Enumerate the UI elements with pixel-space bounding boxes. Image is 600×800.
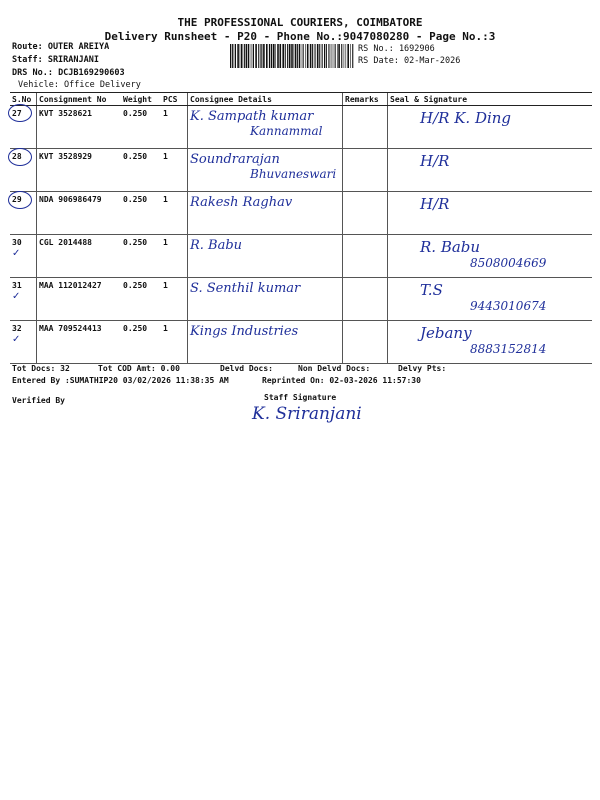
row-consignment: NDA 906986479: [37, 192, 122, 235]
row-remarks: [343, 235, 388, 278]
delivered-docs: Delvd Docs:: [220, 364, 273, 373]
verified-by: Verified By: [12, 396, 65, 405]
row-sno: 32: [10, 321, 37, 364]
row-signature: [388, 192, 593, 235]
rs-number: RS No.: 1692906: [358, 44, 435, 54]
table-header-row: [10, 93, 592, 106]
row-consignee: [188, 321, 343, 364]
signature-phone: 9443010674: [470, 299, 547, 313]
col-pcs: PCS: [161, 93, 188, 106]
runsheet-subtitle: Delivery Runsheet - P20 - Phone No.:9047080280 - Page No.:3: [104, 30, 496, 43]
row-consignee: [188, 192, 343, 235]
table-row: [10, 192, 592, 235]
row-consignment: MAA 112012427: [37, 278, 122, 321]
col-remarks: Remarks: [343, 93, 388, 106]
row-consignment: KVT 3528929: [37, 149, 122, 192]
table-row: [10, 321, 592, 364]
col-consignee: Consignee Details: [188, 93, 343, 106]
row-weight: 0.250: [121, 149, 161, 192]
signature-main: T.S: [420, 281, 443, 299]
col-signature: Seal & Signature: [388, 93, 593, 106]
signature-main: H/R K. Ding: [420, 109, 512, 127]
col-consignment: Consignment No: [37, 93, 122, 106]
row-pcs: 1: [161, 106, 188, 149]
ink-circle-28: [8, 148, 32, 166]
total-docs: Tot Docs: 32: [12, 364, 70, 373]
ink-circle-29: [8, 191, 32, 209]
vehicle: Vehicle: Office Delivery: [18, 80, 141, 90]
row-pcs: 1: [161, 278, 188, 321]
tick-mark-31: ✓: [12, 291, 21, 302]
row-signature: [388, 321, 593, 364]
barcode: [230, 44, 354, 68]
signature-main: H/R: [420, 152, 450, 170]
runsheet-table: [10, 92, 592, 364]
row-consignee: [188, 278, 343, 321]
row-weight: 0.250: [121, 192, 161, 235]
row-signature: [388, 149, 593, 192]
tick-mark-30: ✓: [12, 248, 21, 259]
drs-value: DCJB169290603: [58, 68, 125, 78]
non-delivered-docs: Non Delvd Docs:: [298, 364, 371, 373]
consignee-name: Kings Industries: [190, 324, 299, 339]
delivery-points: Delvy Pts:: [398, 364, 447, 373]
signature-phone: 8508004669: [470, 256, 547, 270]
table-row: [10, 106, 592, 149]
row-signature: [388, 106, 593, 149]
row-consignee: [188, 235, 343, 278]
col-weight: Weight: [121, 93, 161, 106]
runsheet-title: THE PROFESSIONAL COURIERS, COIMBATORE: [177, 16, 423, 29]
row-weight: 0.250: [121, 321, 161, 364]
row-pcs: 1: [161, 149, 188, 192]
consignee-secondary: Kannammal: [250, 124, 323, 138]
row-weight: 0.250: [121, 278, 161, 321]
row-pcs: 1: [161, 192, 188, 235]
table-row: [10, 149, 592, 192]
row-consignment: MAA 709524413: [37, 321, 122, 364]
consignee-name: R. Babu: [190, 238, 243, 253]
consignee-secondary: Bhuvaneswari: [250, 167, 337, 181]
row-pcs: 1: [161, 321, 188, 364]
row-sno: 28: [10, 149, 37, 192]
row-pcs: 1: [161, 235, 188, 278]
row-consignment: CGL 2014488: [37, 235, 122, 278]
row-weight: 0.250: [121, 106, 161, 149]
signature-phone: 8883152814: [470, 342, 547, 356]
row-signature: [388, 235, 593, 278]
rs-date: RS Date: 02-Mar-2026: [358, 56, 461, 66]
signature-main: H/R: [420, 195, 450, 213]
row-remarks: [343, 149, 388, 192]
row-consignee: [188, 106, 343, 149]
total-cod: Tot COD Amt: 0.00: [98, 364, 180, 373]
signature-main: Jebany: [420, 324, 472, 342]
row-consignment: KVT 3528621: [37, 106, 122, 149]
table-row: [10, 278, 592, 321]
consignee-name: Rakesh Raghav: [190, 195, 293, 210]
row-remarks: [343, 106, 388, 149]
drs-label: DRS No.:: [12, 68, 59, 78]
staff-signature-label: Staff Signature: [264, 393, 337, 402]
row-sno: 30: [10, 235, 37, 278]
row-sno: 27: [10, 106, 37, 149]
row-sno: 31: [10, 278, 37, 321]
row-sno: 29: [10, 192, 37, 235]
row-consignee: [188, 149, 343, 192]
row-remarks: [343, 192, 388, 235]
route: Route: OUTER AREIYA: [12, 42, 110, 52]
staff-signature: K. Sriranjani: [252, 404, 362, 424]
reprinted-on: Reprinted On: 02-03-2026 11:57:30: [262, 376, 421, 385]
staff: Staff: SRIRANJANI: [12, 55, 99, 65]
tick-mark-32: ✓: [12, 334, 21, 345]
consignee-name: Soundrarajan: [190, 152, 280, 167]
table-row: [10, 235, 592, 278]
row-weight: 0.250: [121, 235, 161, 278]
row-remarks: [343, 321, 388, 364]
col-sno: S.No: [10, 93, 37, 106]
consignee-name: S. Senthil kumar: [190, 281, 301, 296]
ink-circle-27: [8, 104, 32, 122]
row-signature: [388, 278, 593, 321]
row-remarks: [343, 278, 388, 321]
consignee-name: K. Sampath kumar: [190, 109, 314, 124]
signature-main: R. Babu: [420, 238, 481, 256]
entered-by: Entered By :SUMATHIP20 03/02/2026 11:38:35 AM: [12, 376, 229, 385]
drs-number: [12, 68, 125, 78]
